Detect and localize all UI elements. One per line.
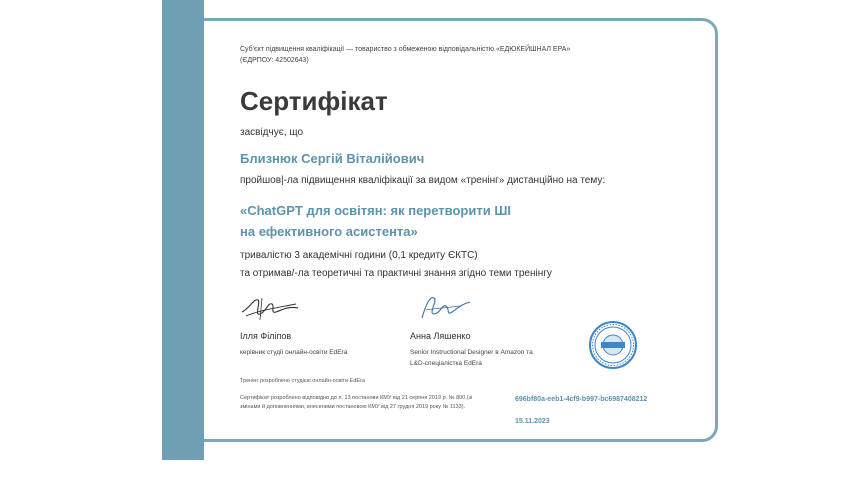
issuer-info xyxy=(240,44,660,66)
signer-role xyxy=(240,347,347,358)
signer-name: Ілля Філіпов xyxy=(240,331,292,341)
signature-icon xyxy=(416,290,472,324)
duration-text: тривалістю 3 академічні години (0,1 кредиту ЄКТС) xyxy=(240,250,478,261)
acquired-text: та отримав/-ла теоретичні та практичні знання згідно теми тренінгу xyxy=(240,268,552,279)
certificate-title: Сертифікат xyxy=(240,86,388,116)
certificate-id: 696bf80a-eeb1-4cf9-b997-bc6987408212 xyxy=(515,396,648,403)
completion-text: пройшов|-ла підвищення кваліфікації за видом «тренінг» дистанційно на тему: xyxy=(240,175,606,186)
signer-name: Анна Ляшенко xyxy=(410,331,471,341)
signer-role-line: L&D-спеціалістка EdEra xyxy=(410,360,482,367)
signer-role-line: керівник студії онлайн-освіти EdEra xyxy=(240,349,348,356)
recipient-name: Близнюк Сергій Віталійович xyxy=(240,151,425,166)
legal-note: Сертифікат розроблено відповідно до п. 13 постанови КМУ від 21 серпня 2019 р. № 800 (зі змінами й доповненнями, внесеними постановою КМУ від 27 грудня 2019 року № 1133). xyxy=(240,395,473,410)
issuer-line: Суб'єкт підвищення кваліфікації — товариство з обмеженою відповідальністю «ЕДЮКЕЙШНАЛ ЕРА» xyxy=(240,46,571,53)
course-title-line: «ChatGPT для освітян: як перетворити ШІ xyxy=(240,203,512,218)
course-title xyxy=(240,200,580,242)
seal-stamp-icon xyxy=(588,320,638,370)
signature-icon xyxy=(240,290,300,324)
signer-role-line: Senior Instructional Designer в Amazon та xyxy=(410,349,533,356)
signer-role xyxy=(410,347,580,369)
issuer-code: (ЄДРПОУ: 42502643) xyxy=(240,57,309,64)
developer-note: Тренінг розроблено студією онлайн-освіти EdEra xyxy=(240,378,365,384)
course-title-line: на ефективного асистента» xyxy=(240,224,418,239)
stripe-overlap xyxy=(178,14,204,446)
certificate-date: 15.11.2023 xyxy=(515,418,550,425)
certifies-text: засвідчує, що xyxy=(240,127,304,138)
